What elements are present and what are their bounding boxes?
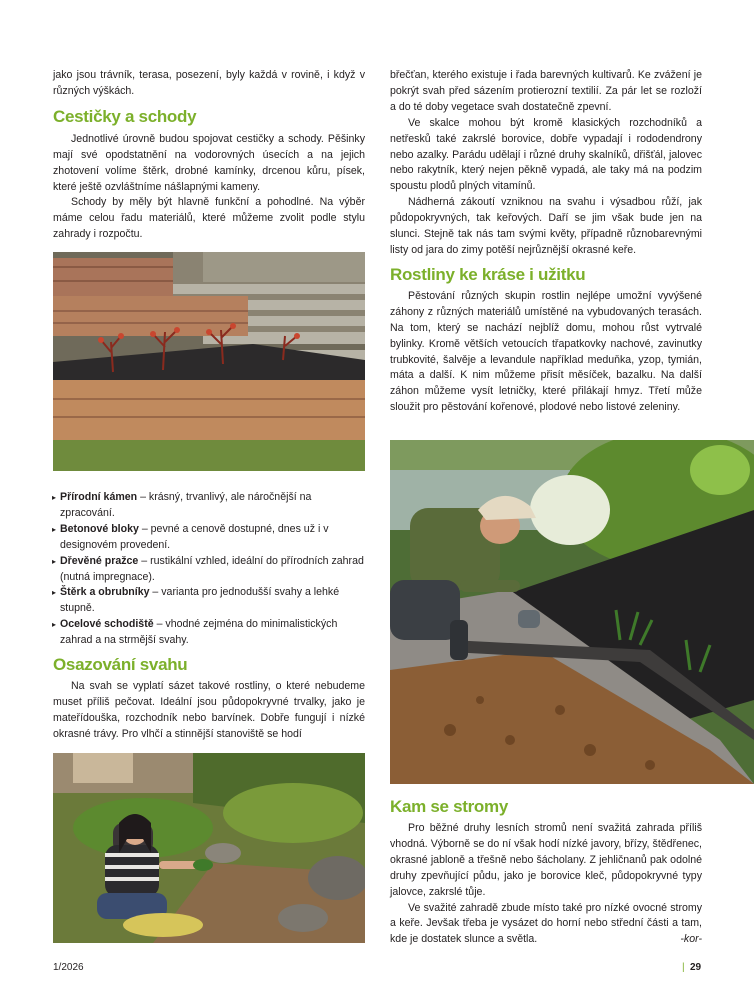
material-desc: – pevné a cenově dostupné, dnes už i v designovém provedení.	[60, 522, 329, 551]
photo-wooden-beds	[53, 252, 365, 471]
issue-number: 1/2026	[53, 962, 84, 973]
material-desc: – vhodné zejména do minimalistických zahrad a na strmější svahy.	[60, 618, 338, 647]
material-desc: – rustikální vzhled, ideální do přírodních zahrad (nutná impregnace).	[60, 554, 364, 583]
photo-man-mulching	[390, 440, 754, 784]
paragraph-osazovani: Na svah se vyplatí sázet takové rostliny, o které nebudeme muset příliš pečovat. Ideální jsou půdopokryvné trvalky, jako je mateřídouška, rozchodník nebo barvínek. Dobře fungují i nízké okrasné trávy. Pro vlhčí a stinnější stanoviště se hodí	[53, 680, 365, 740]
trees-block	[390, 797, 702, 948]
author-signature: -kor-	[680, 933, 702, 946]
material-item	[53, 617, 365, 649]
material-item	[53, 522, 365, 554]
page-separator: |	[682, 962, 685, 973]
materials-block	[53, 490, 365, 743]
intro-paragraph: jako jsou trávník, terasa, posezení, byly každá v rovině, i když v různých výškách.	[53, 69, 365, 97]
paragraph-brectan: břečťan, kterého existuje i řada barevných kultivarů. Ke zvážení je pokrýt svah před sázením protierozní textilií. Za pár let se rozloží a do té doby vegetace svah dostatečně zpevní.	[390, 69, 702, 113]
paragraph-stromy-1: Pro běžné druhy lesních stromů není svažitá zahrada příliš vhodná. Výborně se do ní však hodí nízké javory, břízy, štědřenec, okrasné jabloně a třešně nebo šácholany. Z jehličnanů pak odolné druhy zpevňující půdu, jako je borovice kleč, půdopokryvné typy jalovce, zakrslé tůje.	[390, 822, 702, 898]
materials-list	[53, 490, 365, 649]
right-column	[390, 68, 702, 416]
material-name: Přírodní kámen	[60, 491, 138, 503]
paragraph-stromy-2	[390, 901, 702, 949]
paragraph-rostliny: Pěstování různých skupin rostlin nejlépe umožní vyvýšené záhony z různých materiálů umístěné na vybudovaných terasách. Na tom, který se nachází nejblíž domu, mohou růst vytrvalé bylinky. Kromě větších vetoucích třapatkovky nachové, zavinutky trubkovité, šalvěje a levandule například meduňka, yzop, tymián, máta a další. K nim můžeme přisít měsíček, bazalku. Na další záhon můžeme vysít letničky, které přilákají hmyz. Třetí může sloužit pro pěstování kořenové, plodové nebo listové zeleniny.	[390, 289, 702, 414]
material-name: Štěrk a obrubníky	[60, 586, 150, 599]
paragraph-cesticky-1: Jednotlivé úrovně budou spojovat cestičky a schody. Pěšinky mají své opodstatnění na vodorovných úsecích a na jejich zhotovení volíme štěrk, drobné kamínky, drcenou kůru, písek, které ještě ozvláštníme nášlapnými kameny.	[53, 132, 365, 193]
photo-woman-planting	[53, 753, 365, 943]
paragraph-cesticky-2: Schody by měly být hlavně funkční a pohodlné. Na výběr máme celou řadu materiálů, které můžeme zvolit podle stylu zahrady i rozpočtu.	[53, 196, 365, 241]
heading-osazovani: Osazování svahu	[53, 655, 188, 675]
material-desc: – varianta pro jednodušší svahy a lehké stupně.	[60, 586, 340, 615]
material-name: Betonové bloky	[60, 522, 139, 535]
stromy-text: Ve svažité zahradě zbude místo také pro nízké ovocné stromy a keře. Jevšak třeba je vysázet do horní nebo střední části a tam, kde je dostatek slunce a světla.	[390, 901, 702, 946]
heading-stromy: Kam se stromy	[390, 797, 508, 816]
material-name: Ocelové schodiště	[60, 618, 154, 631]
left-column	[53, 68, 365, 243]
material-name: Dřevěné pražce	[60, 554, 139, 567]
material-item	[53, 585, 365, 617]
heading-cesticky: Cestičky a schody	[53, 106, 197, 126]
material-desc: – krásný, trvanlivý, ale náročnější na zpracování.	[60, 491, 312, 519]
heading-rostliny: Rostliny ke kráse i užitku	[390, 264, 586, 284]
paragraph-skalka: Ve skalce mohou být kromě klasických rozchodníků a netřesků také zakrslé borovice, dobře vypadají i rododendrony nebo azalky. Parádu udělají i různé druhy skalníků, dřišťál, jalovec nebo rakytník, který nejen pěkně vypadá, ale taky má na podzim spoustu plodů plných vitamínů.	[390, 116, 702, 193]
page-number: 29	[690, 962, 702, 973]
material-item	[53, 554, 365, 586]
material-item	[53, 490, 365, 522]
paragraph-ruze: Nádherná zákoutí vzniknou na svahu i výsadbou růží, jak půdopokryvných, tak keřových. Daří se jim však bude jen na slunci. Stejně tak nás tam svými květy, případně různobarevnými listy od jara do zimy potěší nejrůznější okrasné keře.	[390, 196, 702, 256]
